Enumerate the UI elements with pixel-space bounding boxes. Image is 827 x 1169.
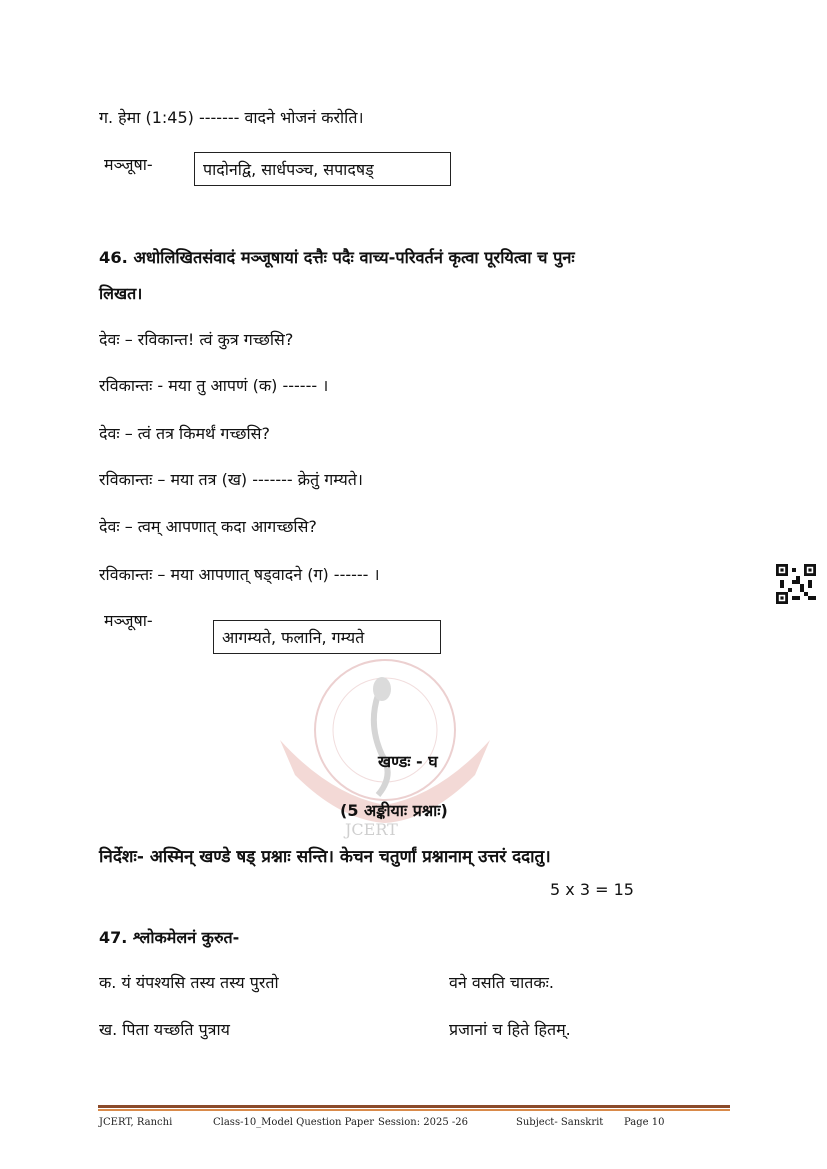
section-title: खण्डः - घ bbox=[378, 752, 438, 771]
match-left-item: ख. पिता यच्छति पुत्राय bbox=[99, 1020, 230, 1039]
qr-code bbox=[776, 564, 816, 604]
footer-divider-light bbox=[98, 1109, 730, 1111]
footer-org: JCERT, Ranchi bbox=[99, 1117, 173, 1128]
q45-manjusha-box bbox=[194, 152, 451, 186]
match-right-item: वने वसति चातकः. bbox=[449, 973, 554, 992]
q46-heading-line1: 46. अधोलिखितसंवादं मञ्जूषायां दत्तैः पदैः वाच्य-परिवर्तनं कृत्वा पूरयित्वा च पुनः bbox=[99, 248, 575, 267]
section-instruction: निर्देशः- अस्मिन् खण्डे षड् प्रश्नाः सन्ति। केचन चतुर्णां प्रश्नानाम् उत्तरं ददातु। bbox=[99, 847, 551, 867]
q45-line-g: ग. हेमा (1:45) ------- वादने भोजनं करोति। bbox=[99, 108, 364, 127]
q45-manjusha-words: पादोनद्वि, सार्धपञ्च, सपादषड् bbox=[203, 160, 374, 179]
footer-divider-dark bbox=[98, 1105, 730, 1108]
dialogue-line: देवः – रविकान्त! त्वं कुत्र गच्छसि? bbox=[99, 330, 294, 349]
q46-manjusha-label: मञ्जूषा- bbox=[104, 611, 153, 630]
dialogue-line: रविकान्तः – मया तत्र (ख) ------- क्रेतुं गम्यते। bbox=[99, 470, 363, 489]
footer-session: Session: 2025 -26 bbox=[378, 1117, 468, 1128]
dialogue-line: देवः – त्वं तत्र किमर्थं गच्छसि? bbox=[99, 424, 270, 443]
q46-manjusha-words: आगम्यते, फलानि, गम्यते bbox=[222, 628, 365, 647]
q46-heading-line2: लिखत। bbox=[99, 284, 143, 303]
marks-formula: 5 x 3 = 15 bbox=[550, 880, 634, 899]
footer-subject: Subject- Sanskrit bbox=[516, 1117, 604, 1128]
dialogue-line: रविकान्तः - मया तु आपणं (क) ------ । bbox=[99, 376, 329, 395]
q45-manjusha-label: मञ्जूषा- bbox=[104, 155, 153, 174]
dialogue-line: देवः – त्वम् आपणात् कदा आगच्छसि? bbox=[99, 517, 317, 536]
match-left-item: क. यं यंपश्यसि तस्य तस्य पुरतो bbox=[99, 973, 279, 992]
q47-heading: 47. श्लोकमेलनं कुरुत- bbox=[99, 928, 240, 947]
section-marks-note: (5 अङ्कीयाः प्रश्नाः) bbox=[340, 801, 448, 820]
q46-manjusha-box bbox=[213, 620, 441, 654]
match-right-item: प्रजानां च हिते हितम्. bbox=[449, 1020, 571, 1039]
footer-page: Page 10 bbox=[624, 1117, 665, 1128]
footer-paper: Class-10_Model Question Paper bbox=[213, 1117, 375, 1128]
watermark-text: JCERT bbox=[345, 820, 398, 839]
dialogue-line: रविकान्तः – मया आपणात् षड्वादने (ग) ------ । bbox=[99, 565, 380, 584]
